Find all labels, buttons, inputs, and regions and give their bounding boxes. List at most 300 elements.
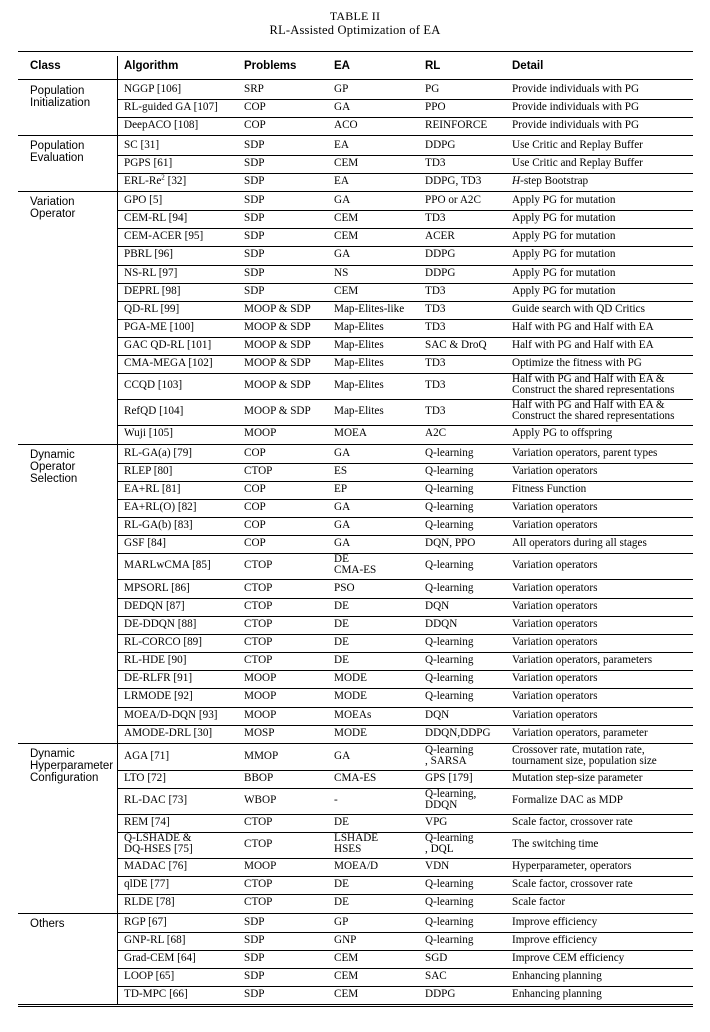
cell-ea: CEM [334,988,359,1001]
cell-problems: MOOP [244,860,277,873]
cell-problems: SDP [244,248,265,261]
cell-problems: CTOP [244,896,273,909]
cell-detail: Variation operators [512,519,598,532]
cell-problems: CTOP [244,581,273,594]
cell-problems: SDP [244,193,265,206]
cell-ea: MOEA/D [334,860,379,873]
cell-detail: Variation operators [512,501,598,514]
cell-ea: MODE [334,690,367,703]
cell-detail: Variation operators [512,635,598,648]
row-separator [117,463,693,464]
header-rule [18,79,693,80]
cell-rl: Q-learning [425,672,474,685]
italic-h: H [512,174,521,187]
cell-problems: MOOP & SDP [244,357,311,370]
cell-rl: DDPG, TD3 [425,174,482,187]
cell-detail: Guide search with QD Critics [512,302,645,315]
cell-algorithm: REM [74] [124,816,170,829]
cell-algorithm: Q-LSHADE & [124,832,192,845]
cell-algorithm: RL-GA(a) [79] [124,446,193,459]
cell-detail: Variation operators [512,708,598,721]
row-separator [117,283,693,284]
cell-ea: Map-Elites [334,405,384,418]
cell-detail: Use Critic and Replay Buffer [512,138,643,151]
cell-detail: Formalize DAC as MDP [512,793,623,806]
row-separator [117,832,693,833]
cell-rl: TD3 [425,405,446,418]
superscript: 2 [161,173,165,182]
cell-detail: Apply PG for mutation [512,212,616,225]
cell-algorithm: RL-CORCO [89] [124,635,203,648]
cell-algorithm: MARLwCMA [85] [124,559,211,572]
class-label-line: Evaluation [30,152,84,165]
cell-detail: Apply PG for mutation [512,248,616,261]
cell-detail: Crossover rate, mutation rate, [512,743,645,756]
cell-problems: SDP [244,284,265,297]
cell-rl: TD3 [425,357,446,370]
cell-rl: DDPG [425,138,456,151]
table-title: RL-Assisted Optimization of EA [269,23,441,37]
cell-detail: Mutation step-size parameter [512,771,643,784]
cell-algorithm: EA+RL(O) [82] [124,501,197,514]
cell-rl: DDQN [425,617,458,630]
class-label-line: Initialization [30,97,91,109]
cell-problems: COP [244,519,266,532]
cell-ea: PSO [334,581,355,594]
cell-detail: Variation operators [512,464,598,477]
row-separator [117,425,693,426]
cell-algorithm: AMODE-DRL [30] [124,726,213,739]
cell-ea-line2: CMA-ES [334,564,377,577]
group-rule [18,444,693,445]
cell-algorithm-line2: DQ-HSES [75] [124,843,193,856]
cell-rl: PPO [425,101,446,114]
cell-rl: DDPG [425,988,456,1001]
cell-ea: GA [334,248,351,261]
class-column-divider [117,56,118,1005]
cell-problems: MOOP [244,708,277,721]
row-separator [117,932,693,933]
cell-problems: MOOP & SDP [244,339,311,352]
cell-rl: Q-learning [425,915,474,928]
row-separator [117,210,693,211]
cell-detail: Scale factor, crossover rate [512,878,633,891]
cell-problems: SDP [244,988,265,1001]
cell-rl: DQN [425,599,450,612]
cell-ea: Map-Elites-like [334,302,405,315]
row-separator [117,553,693,554]
cell-algorithm: MOEA/D-DQN [93] [124,708,218,721]
cell-ea: ACO [334,119,358,132]
header-problems: Problems [244,60,297,72]
cell-problems: COP [244,501,266,514]
cell-ea: DE [334,878,349,891]
cell-problems: SDP [244,970,265,983]
cell-rl: Q-learning [425,878,474,891]
cell-rl: TD3 [425,284,446,297]
row-separator [117,117,693,118]
cell-problems: MMOP [244,749,279,762]
cell-detail: All operators during all stages [512,537,647,550]
header-class: Class [30,60,61,72]
cell-ea: CEM [334,212,359,225]
cell-ea: DE [334,896,349,909]
cell-algorithm: RLEP [80] [124,464,173,477]
cell-algorithm: GAC QD-RL [101] [124,339,212,352]
class-label-line: Dynamic [30,448,75,461]
cell-algorithm: SC [31] [124,138,160,151]
cell-problems: COP [244,119,266,132]
cell-rl: DDQN,DDPG [425,726,491,739]
cell-problems: COP [244,446,266,459]
cell-rl: Q-learning [425,635,474,648]
cell-detail: Variation operators [512,599,598,612]
cell-rl: DDPG [425,266,456,279]
cell-algorithm: LRMODE [92] [124,690,193,703]
cell-algorithm: qlDE [77] [124,878,170,891]
bottom-rule [18,1006,693,1007]
class-label [30,918,65,930]
cell-detail: Apply PG for mutation [512,193,616,206]
cell-problems: SDP [244,212,265,225]
cell-ea: MODE [334,726,367,739]
cell-algorithm: CCQD [103] [124,379,183,392]
row-separator [117,517,693,518]
row-separator [117,535,693,536]
cell-problems: CTOP [244,635,273,648]
cell-detail: The switching time [512,838,599,851]
cell-ea: GA [334,446,351,459]
row-separator [117,301,693,302]
cell-detail: Variation operators [512,690,598,703]
class-label [30,748,113,784]
row-separator [117,481,693,482]
cell-detail: Variation operators, parent types [512,446,658,459]
class-label-line: Variation [30,195,75,208]
cell-ea: CEM [334,970,359,983]
cell-ea: CMA-ES [334,771,377,784]
cell-problems: BBOP [244,771,274,784]
cell-ea: DE [334,553,349,566]
cell-algorithm: RL-guided GA [107] [124,101,218,114]
cell-algorithm: RefQD [104] [124,405,184,418]
cell-ea: GNP [334,933,357,946]
cell-problems: SDP [244,230,265,243]
cell-rl: DQN, PPO [425,537,476,550]
row-separator [117,707,693,708]
cell-ea: GA [334,519,351,532]
group-rule [18,191,693,192]
cell-problems: CTOP [244,878,273,891]
cell-ea: Map-Elites [334,321,384,334]
cell-detail-line2: Construct the shared representations [512,410,675,423]
cell-detail: Variation operators, parameters [512,654,653,667]
row-separator [117,499,693,500]
cell-detail: Fitness Function [512,482,587,495]
cell-problems: SRP [244,83,264,96]
cell-detail: Use Critic and Replay Buffer [512,156,643,169]
cell-ea: EA [334,138,349,151]
class-label-line: Selection [30,472,78,485]
cell-detail: Provide individuals with PG [512,119,640,132]
cell-algorithm: PGA-ME [100] [124,321,194,334]
row-separator [117,579,693,580]
cell-problems: CTOP [244,838,273,851]
cell-rl: VDN [425,860,450,873]
cell-rl: Q-learning [425,559,474,572]
header-ea: EA [334,60,350,72]
cell-rl: TD3 [425,212,446,225]
cell-detail: Enhancing planning [512,988,602,1001]
row-separator [117,725,693,726]
cell-algorithm: RL-HDE [90] [124,654,187,667]
cell-rl: TD3 [425,302,446,315]
header-detail: Detail [512,60,544,72]
cell-rl: DDPG [425,248,456,261]
cell-rl: SAC [425,970,447,983]
row-separator [117,968,693,969]
cell-rl: Q-learning [425,690,474,703]
cell-ea: ES [334,464,348,477]
row-separator [117,265,693,266]
class-label [30,196,75,220]
cell-ea: DE [334,635,349,648]
cell-ea: CEM [334,230,359,243]
top-rule [18,51,693,52]
cell-problems: COP [244,101,266,114]
cell-ea: CEM [334,156,359,169]
row-separator [117,598,693,599]
class-label-line: Hyperparameter [30,759,114,772]
cell-rl: TD3 [425,321,446,334]
cell-detail: Apply PG to offspring [512,427,613,440]
cell-algorithm: ERL-Re$^2$ [32] [124,173,187,187]
cell-detail: Variation operators [512,559,598,572]
cell-problems: MOOP & SDP [244,321,311,334]
cell-rl: DQN [425,708,450,721]
group-rule [18,913,693,914]
row-separator [117,894,693,895]
cell-detail: Provide individuals with PG [512,83,640,96]
cell-detail: H-step Bootstrap [512,174,589,187]
cell-rl-line2: , SARSA [425,754,467,767]
cell-algorithm: LTO [72] [124,771,166,784]
header-algorithm: Algorithm [124,60,179,72]
group-rule [18,1004,693,1005]
cell-detail: Provide individuals with PG [512,101,640,114]
cell-ea: - [334,793,338,806]
cell-algorithm: RGP [67] [124,915,167,928]
cell-algorithm: NGGP [106] [124,83,182,96]
cell-detail: Variation operators [512,672,598,685]
cell-rl: REINFORCE [425,119,488,132]
cell-problems: SDP [244,156,265,169]
cell-algorithm: CEM-RL [94] [124,212,188,225]
cell-rl-line2: , DQL [425,843,454,856]
cell-rl: TD3 [425,156,446,169]
cell-algorithm: DE-RLFR [91] [124,672,193,685]
cell-detail: Half with PG and Half with EA [512,339,654,352]
cell-rl: Q-learning [425,654,474,667]
cell-ea: GA [334,749,351,762]
cell-ea: GA [334,101,351,114]
cell-ea: DE [334,599,349,612]
cell-ea: GP [334,83,349,96]
cell-problems: SDP [244,266,265,279]
cell-problems: WBOP [244,793,277,806]
cell-ea-line2: HSES [334,843,362,856]
class-label-line: Population [30,140,85,153]
cell-ea: EP [334,482,348,495]
class-label-line: Others [30,917,65,930]
cell-rl: SGD [425,951,448,964]
cell-problems: MOOP & SDP [244,379,311,392]
cell-problems: COP [244,482,266,495]
cell-algorithm: DeepACO [108] [124,119,199,132]
cell-problems: CTOP [244,617,273,630]
cell-algorithm: QD-RL [99] [124,302,180,315]
table-number: TABLE II [329,9,381,23]
class-label [30,140,84,164]
row-separator [117,652,693,653]
cell-detail: Scale factor [512,896,566,909]
cell-detail: Half with PG and Half with EA & [512,373,665,386]
cell-detail: Apply PG for mutation [512,266,616,279]
cell-rl: SAC & DroQ [425,339,487,352]
row-separator [117,355,693,356]
cell-ea: GA [334,193,351,206]
row-separator [117,876,693,877]
class-label-line: Configuration [30,771,99,784]
cell-algorithm: Wuji [105] [124,427,173,440]
cell-algorithm: RLDE [78] [124,896,175,909]
cell-problems: SDP [244,933,265,946]
cell-problems: MOOP & SDP [244,302,311,315]
row-separator [117,770,693,771]
class-label-line: Dynamic [30,747,75,760]
group-rule [18,135,693,136]
cell-ea: LSHADE [334,832,379,845]
row-separator [117,788,693,789]
class-label-line: Population [30,85,85,97]
cell-ea: EA [334,174,349,187]
cell-rl: Q-learning [425,933,474,946]
cell-rl: TD3 [425,379,446,392]
cell-algorithm: RL-GA(b) [83] [124,519,193,532]
cell-rl: Q-learning [425,446,474,459]
cell-algorithm: NS-RL [97] [124,266,178,279]
cell-rl: Q-learning [425,501,474,514]
cell-detail: Improve efficiency [512,933,598,946]
cell-detail: Improve efficiency [512,915,598,928]
cell-algorithm: DEPRL [98] [124,284,181,297]
cell-problems: MOSP [244,726,275,739]
row-separator [117,688,693,689]
cell-algorithm: GPO [5] [124,193,163,206]
cell-detail: Variation operators [512,617,598,630]
cell-ea: MOEA [334,427,367,440]
row-separator [117,228,693,229]
cell-rl: PG [425,83,440,96]
cell-detail: Improve CEM efficiency [512,951,625,964]
row-separator [117,319,693,320]
cell-algorithm: Grad-CEM [64] [124,951,196,964]
cell-ea: DE [334,654,349,667]
row-separator [117,986,693,987]
row-separator [117,337,693,338]
cell-problems: SDP [244,915,265,928]
cell-problems: SDP [244,951,265,964]
cell-algorithm: CMA-MEGA [102] [124,357,213,370]
cell-ea: GP [334,915,349,928]
cell-problems: CTOP [244,464,273,477]
cell-ea: CEM [334,951,359,964]
cell-ea: Map-Elites [334,357,384,370]
cell-detail: Half with PG and Half with EA [512,321,654,334]
cell-algorithm: TD-MPC [66] [124,988,188,1001]
cell-algorithm: DEDQN [87] [124,599,185,612]
cell-rl: Q-learning [425,464,474,477]
cell-algorithm: MADAC [76] [124,860,188,873]
cell-problems: CTOP [244,599,273,612]
cell-rl: Q-learning [425,581,474,594]
cell-rl: A2C [425,427,447,440]
row-separator [117,814,693,815]
cell-algorithm: PBRL [96] [124,248,173,261]
cell-detail: Enhancing planning [512,970,602,983]
cell-rl: VPG [425,816,448,829]
row-separator [117,99,693,100]
cell-rl: Q-learning [425,482,474,495]
row-separator [117,246,693,247]
cell-ea: Map-Elites [334,379,384,392]
cell-problems: CTOP [244,654,273,667]
cell-detail-line2: Construct the shared representations [512,384,675,397]
cell-rl: Q-learning, [425,787,477,800]
cell-detail-line2: tournament size, population size [512,754,657,767]
cell-detail: Optimize the fitness with PG [512,357,642,370]
cell-algorithm: GSF [84] [124,537,166,550]
cell-detail: Hyperparameter, operators [512,860,632,873]
header-rl: RL [425,60,441,72]
cell-algorithm: GNP-RL [68] [124,933,186,946]
cell-algorithm: PGPS [61] [124,156,173,169]
cell-algorithm: LOOP [65] [124,970,175,983]
cell-problems: MOOP [244,427,277,440]
row-separator [117,858,693,859]
cell-algorithm: CEM-ACER [95] [124,230,204,243]
cell-ea: DE [334,617,349,630]
cell-detail: Apply PG for mutation [512,230,616,243]
cell-ea: NS [334,266,349,279]
cell-detail: Variation operators, parameter [512,726,648,739]
cell-rl: PPO or A2C [425,193,481,206]
cell-algorithm: MPSORL [86] [124,581,190,594]
cell-ea: MODE [334,672,367,685]
cell-rl: GPS [179] [425,771,473,784]
cell-problems: COP [244,537,266,550]
cell-ea: Map-Elites [334,339,384,352]
row-separator [117,155,693,156]
cell-ea: DE [334,816,349,829]
class-label [30,85,90,109]
row-separator [117,950,693,951]
cell-rl: Q-learning [425,743,474,756]
class-label-line: Operator [30,460,76,473]
cell-rl: ACER [425,230,455,243]
cell-detail: Scale factor, crossover rate [512,816,633,829]
cell-problems: CTOP [244,816,273,829]
